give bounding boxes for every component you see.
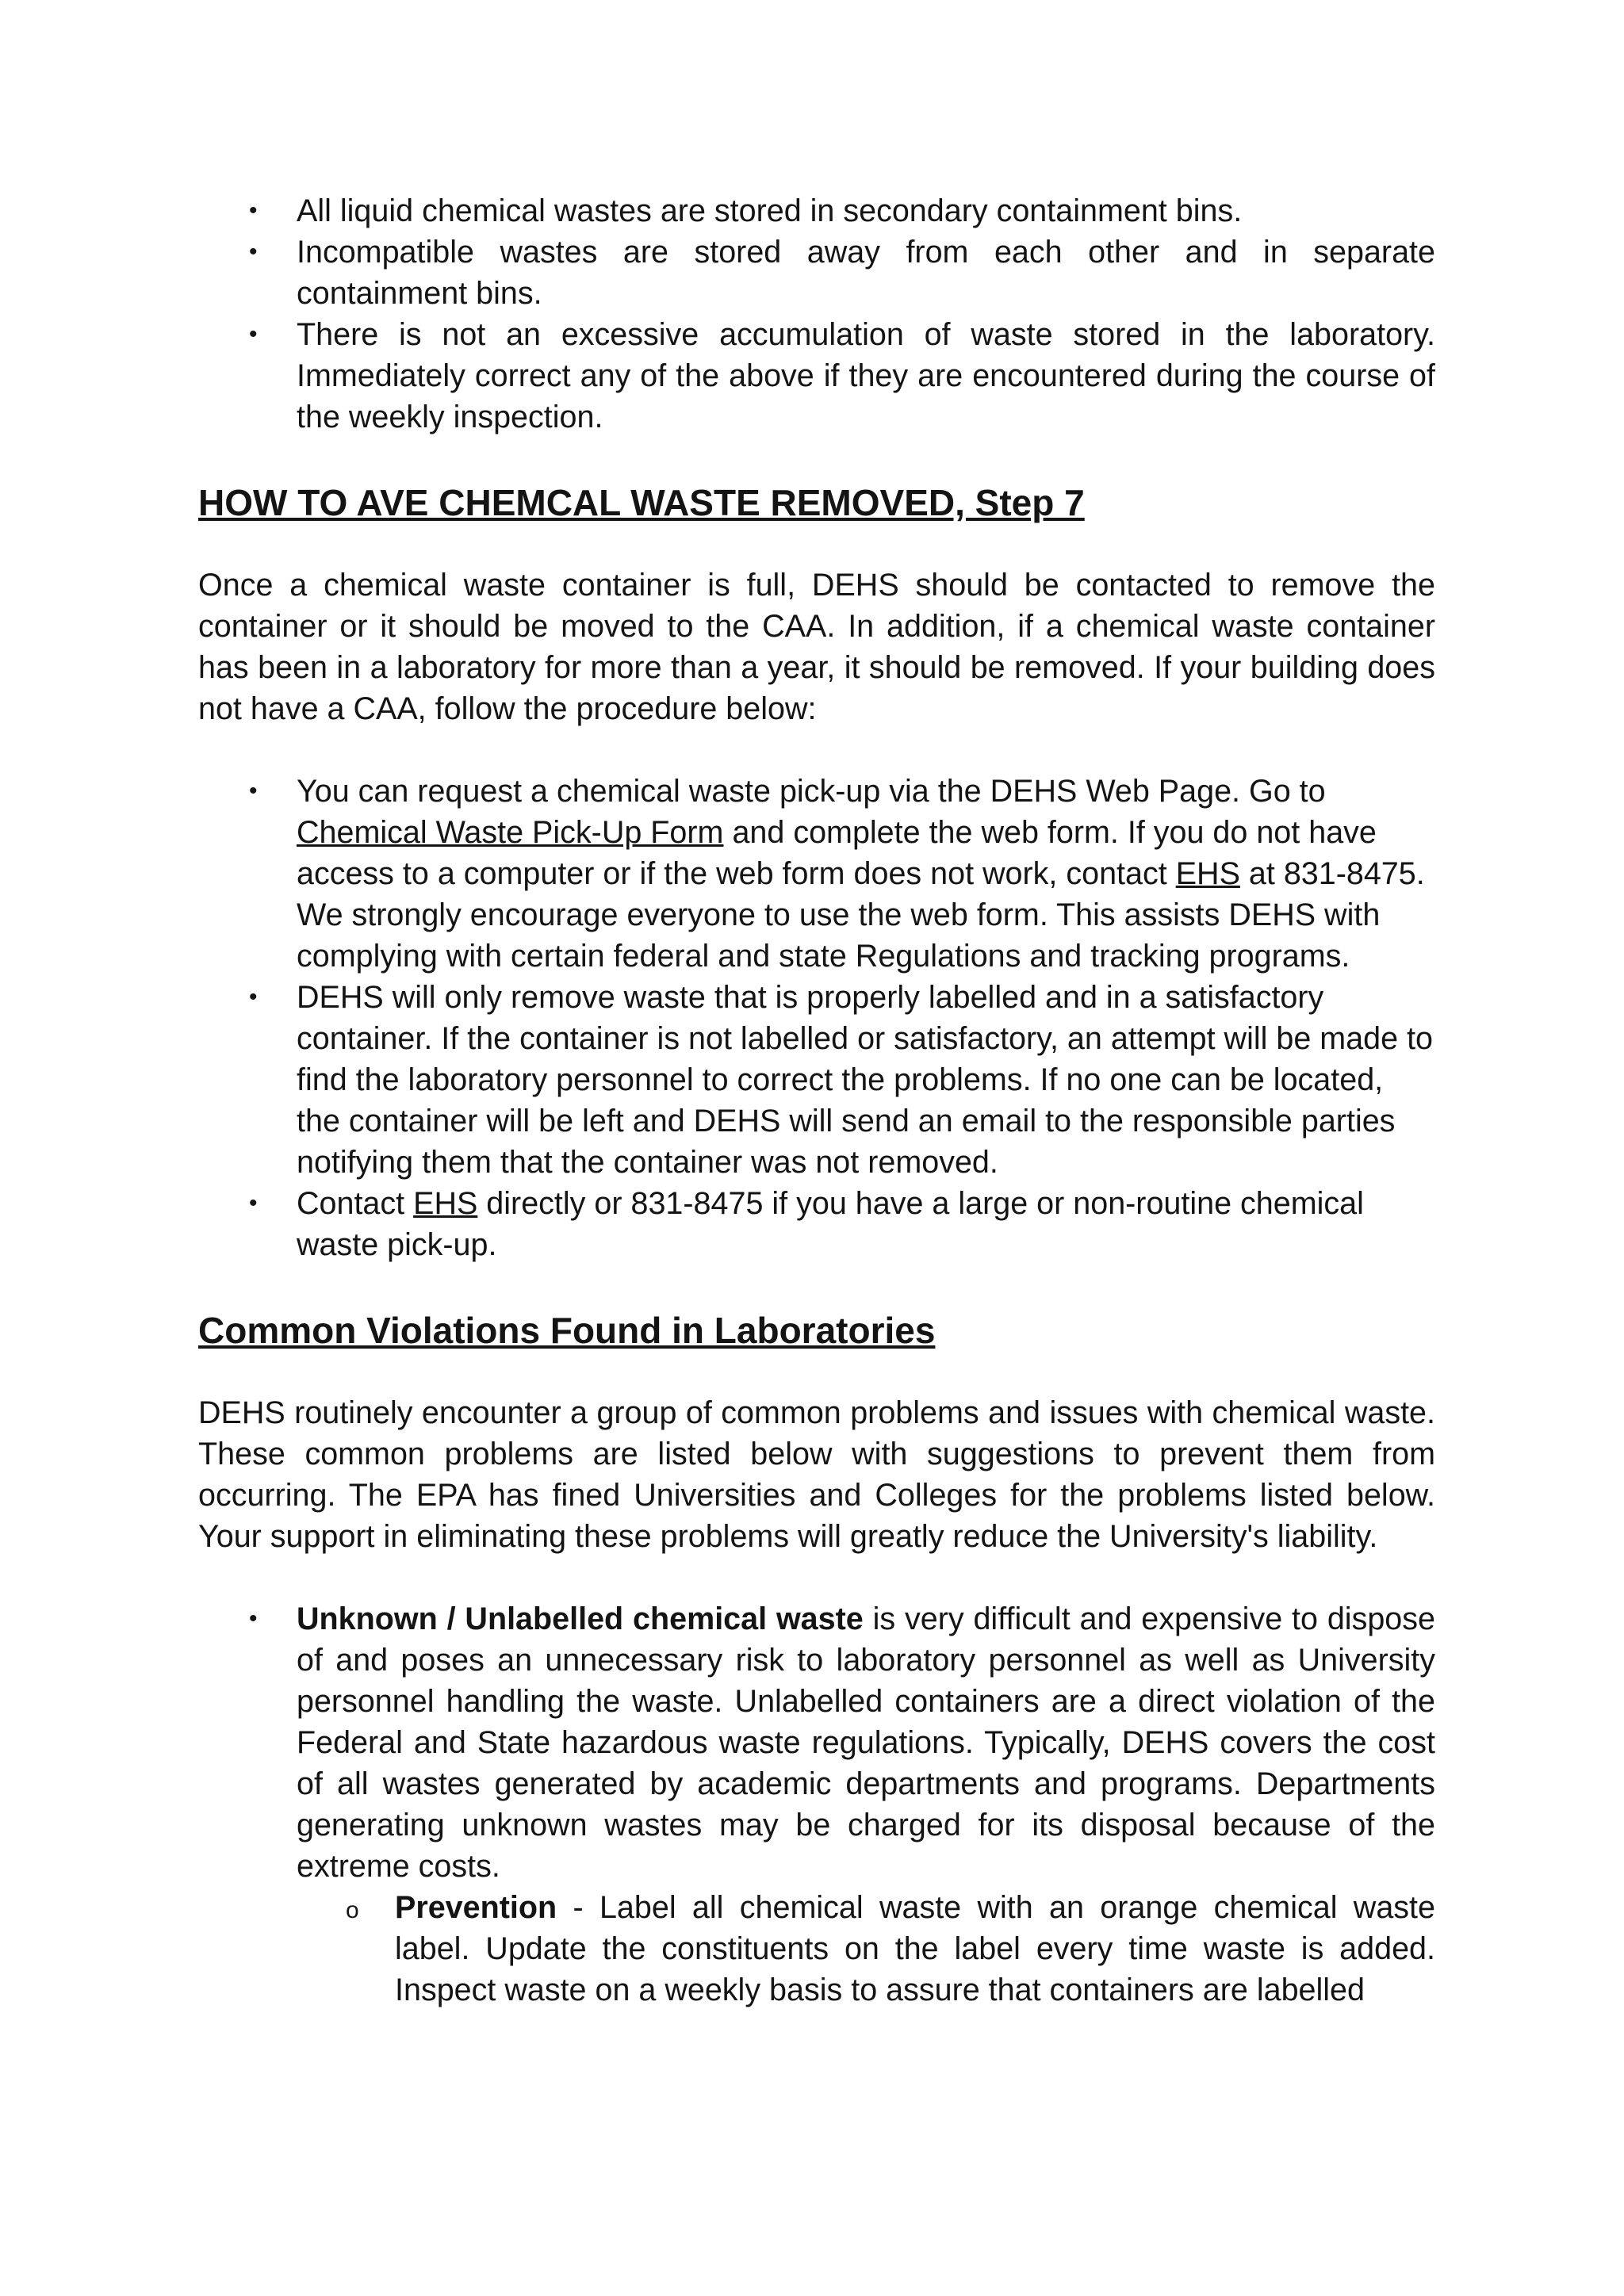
violation-title: Unknown / Unlabelled chemical waste bbox=[297, 1601, 864, 1636]
list-item-text: and complete the web form. If you do not have access to a computer or if the web form does not work, contact bbox=[297, 815, 1377, 891]
list-item-text: at 831-8475. We strongly encourage everyone to use the web form. This assists DEHS with complying with certain federal and state Regulations and tracking programs. bbox=[297, 856, 1425, 974]
bullet-icon: • bbox=[249, 197, 258, 224]
prevention-sub-list bbox=[297, 1887, 1435, 2011]
list-item-text: - Label all chemical waste with an orange chemical waste label. Update the constituents on the label every time waste is added. Inspect waste on a weekly basis to assure that containers are labelled bbox=[395, 1890, 1435, 2007]
list-item-text: Contact bbox=[297, 1186, 414, 1221]
document-page bbox=[198, 190, 1435, 2011]
prevention-label: Prevention bbox=[395, 1890, 557, 1925]
sub-bullet-icon: o bbox=[346, 1897, 359, 1923]
violations-bullet-list bbox=[198, 1598, 1435, 2011]
list-item bbox=[297, 1887, 1435, 2011]
ehs-link[interactable]: EHS bbox=[413, 1186, 478, 1221]
list-item-text: There is not an excessive accumulation of waste stored in the laboratory. Immediately correct any of the above if they are encountered during the course of the weekly inspection. bbox=[297, 317, 1435, 434]
bullet-icon: • bbox=[249, 1605, 258, 1632]
bullet-icon: • bbox=[249, 321, 258, 347]
pickup-form-link[interactable]: Chemical Waste Pick-Up Form bbox=[297, 815, 724, 850]
list-item bbox=[198, 232, 1435, 314]
bullet-icon: • bbox=[249, 239, 258, 265]
list-item bbox=[198, 771, 1435, 977]
list-item bbox=[198, 1598, 1435, 2011]
list-item bbox=[198, 977, 1435, 1183]
list-item bbox=[198, 314, 1435, 438]
list-item bbox=[198, 190, 1435, 232]
violations-intro-paragraph: DEHS routinely encounter a group of common problems and issues with chemical waste. These common problems are listed below with suggestions to prevent them from occurring. The EPA has fined Universities and Colleges for the problems listed below. Your support in eliminating these problems will greatly reduce the University's liability. bbox=[198, 1395, 1435, 1554]
list-item-text: is very difficult and expensive to dispose of and poses an unnecessary risk to laboratory personnel as well as University personnel handling the waste. Unlabelled containers are a direct violation of the Federal and State hazardous waste regulations. Typically, DEHS covers the cost of all wastes generated by academic departments and programs. Departments generating unknown wastes may be charged for its disposal because of the extreme costs. bbox=[297, 1601, 1435, 1884]
removal-bullet-list bbox=[198, 771, 1435, 1265]
removal-intro-paragraph: Once a chemical waste container is full, DEHS should be contacted to remove the container or it should be moved to the CAA. In addition, if a chemical waste container has been in a laboratory for more than a year, it should be removed. If your building does not have a CAA, follow the procedure below: bbox=[198, 568, 1435, 726]
list-item-text: directly or 831-8475 if you have a large or non-routine chemical waste pick-up. bbox=[297, 1186, 1364, 1262]
bullet-icon: • bbox=[249, 778, 258, 804]
bullet-icon: • bbox=[249, 984, 258, 1010]
list-item-text: All liquid chemical wastes are stored in secondary containment bins. bbox=[297, 193, 1243, 228]
list-item-text: DEHS will only remove waste that is properly labelled and in a satisfactory container. If the container is not labelled or satisfactory, an attempt will be made to find the laboratory personnel to correct the problems. If no one can be located, the container will be left and DEHS will send an email to the responsible parties notifying them that the container was not removed. bbox=[297, 980, 1434, 1180]
section-heading-common-violations: Common Violations Found in Laboratories bbox=[198, 1310, 936, 1351]
list-item bbox=[198, 1183, 1435, 1265]
bullet-icon: • bbox=[249, 1190, 258, 1216]
list-item-text: Incompatible wastes are stored away from each other and in separate containment bins. bbox=[297, 235, 1435, 311]
section-heading-waste-removal: HOW TO AVE CHEMCAL WASTE REMOVED, Step 7 bbox=[198, 482, 1085, 523]
list-item-text: You can request a chemical waste pick-up via the DEHS Web Page. Go to bbox=[297, 774, 1326, 809]
ehs-link[interactable]: EHS bbox=[1175, 856, 1240, 891]
inspection-bullet-list bbox=[198, 190, 1435, 438]
